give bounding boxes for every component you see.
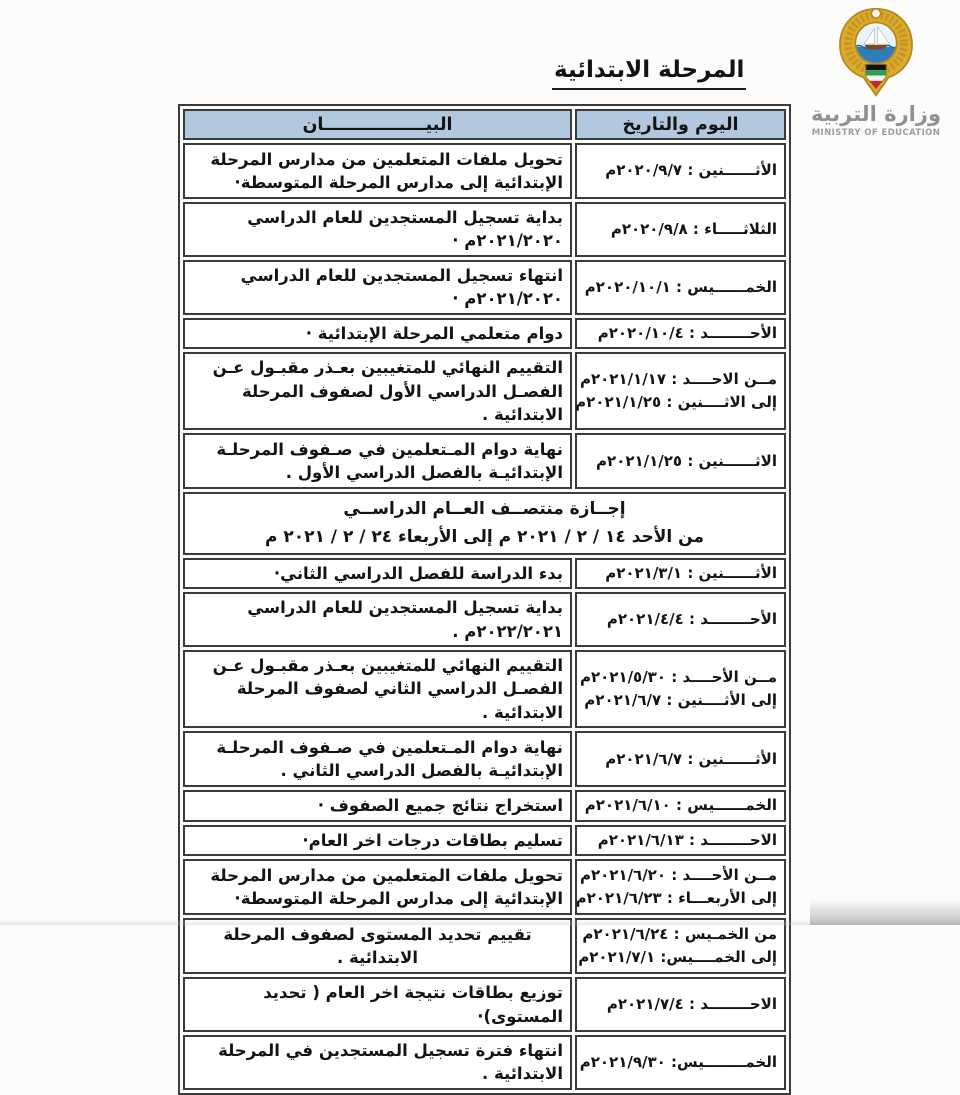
kuwait-emblem-icon (810, 5, 942, 101)
statement-cell: تسليم بطاقات درجات اخر العام· (183, 825, 572, 856)
day-date-cell: مــن الأحــــد : ٢٠٢١/٦/٢٠م إلى الأربعـــاء : ٢٠٢١/٦/٢٣م (575, 859, 786, 915)
statement-cell: التقييم النهائي للمتغيبين بعـذر مقبـول عـن الفصـل الدراسي الأول لصفوف المرحلة الابتدائية . (183, 352, 572, 430)
statement-cell: تحويل ملفات المتعلمين من مدارس المرحلة الإبتدائية إلى مدارس المرحلة المتوسطة· (183, 143, 572, 199)
day-date-cell: الخمــــــــيس: ٢٠٢١/٩/٣٠م (575, 1035, 786, 1090)
statement-cell: تقييم تحديد المستوى لصفوف المرحلة الابتدائية . (183, 918, 572, 974)
statement-cell: بداية تسجيل المستجدين للعام الدراسي ٢٠٢٢/٢٠٢١م . (183, 592, 572, 647)
statement-cell: التقييم النهائي للمتغيبين بعـذر مقبـول عـن الفصـل الدراسي الثاني لصفوف المرحلة الابتدائية . (183, 650, 572, 728)
statement-cell: تحويل ملفات المتعلمين من مدارس المرحلة الإبتدائية إلى مدارس المرحلة المتوسطة· (183, 859, 572, 915)
day-date-cell: الاحــــــــد : ٢٠٢١/٦/١٣م (575, 825, 786, 856)
day-date-cell: الأثــــــنين : ٢٠٢١/٣/١م (575, 558, 786, 589)
statement-cell: انتهاء تسجيل المستجدين للعام الدراسي ٢٠٢١/٢٠٢٠م · (183, 260, 572, 315)
statement-cell: دوام متعلمي المرحلة الإبتدائية · (183, 318, 572, 349)
day-date-cell: من الخمـيس : ٢٠٢١/٦/٢٤م إلى الخمــــيس: ٢٠٢١/٧/١م (575, 918, 786, 974)
statement-cell: بداية تسجيل المستجدين للعام الدراسي ٢٠٢١/٢٠٢٠م · (183, 202, 572, 257)
day-date-cell: الأحــــــــد : ٢٠٢١/٤/٤م (575, 592, 786, 647)
statement-cell: استخراج نتائج جميع الصفوف · (183, 790, 572, 821)
table-header-day-date: اليوم والتاريخ (575, 109, 786, 140)
statement-cell: بدء الدراسة للفصل الدراسي الثاني· (183, 558, 572, 589)
day-date-cell: الخمــــــيس : ٢٠٢١/٦/١٠م (575, 790, 786, 821)
day-date-cell: مــن الأحــــد : ٢٠٢١/٥/٣٠م إلى الأثــــنين : ٢٠٢١/٦/٧م (575, 650, 786, 728)
day-date-cell: الثلاثـــــاء : ٢٠٢٠/٩/٨م (575, 202, 786, 257)
ministry-name-english: MINISTRY OF EDUCATION (811, 128, 941, 138)
page-title: المرحلة الابتدائية (552, 57, 746, 90)
midyear-break-dates: من الأحد ١٤ / ٢ / ٢٠٢١ م إلى الأربعاء ٢٤ / ٢ / ٢٠٢١ م (264, 526, 704, 547)
ministry-logo (810, 5, 942, 138)
day-date-cell: الأثــــــنين : ٢٠٢١/٦/٧م (575, 731, 786, 787)
midyear-break-title: إجــازة منتصــف العــام الدراســي (343, 499, 626, 520)
calendar-table (178, 104, 791, 1095)
day-date-cell: الأحــــــــد : ٢٠٢٠/١٠/٤م (575, 318, 786, 349)
statement-cell: نهاية دوام المـتعلمين في صـفوف المرحلـة الإبتدائيـة بالفصل الدراسي الأول . (183, 433, 572, 489)
midyear-break-row (183, 492, 786, 554)
statement-cell: انتهاء فترة تسجيل المستجدين في المرحلة الابتدائية . (183, 1035, 572, 1090)
ministry-name-arabic: وزارة التربية (810, 102, 942, 126)
day-date-cell: الاثــــــنين : ٢٠٢١/١/٢٥م (575, 433, 786, 489)
table-header-statement: البيـــــــــــــــــان (183, 109, 572, 140)
day-date-cell: الاحــــــــد : ٢٠٢١/٧/٤م (575, 977, 786, 1032)
statement-cell: توزيع بطاقات نتيجة اخر العام ( تحديد المستوى)· (183, 977, 572, 1032)
photo-corner-shadow (810, 899, 960, 925)
day-date-cell: الأثــــــنين : ٢٠٢٠/٩/٧م (575, 143, 786, 199)
statement-cell: نهاية دوام المـتعلمين في صـفوف المرحلـة الإبتدائيـة بالفصل الدراسي الثاني . (183, 731, 572, 787)
day-date-cell: مــن الاحــــد : ٢٠٢١/١/١٧م إلى الاثــــنين : ٢٠٢١/١/٢٥م (575, 352, 786, 430)
day-date-cell: الخمــــــيس : ٢٠٢٠/١٠/١م (575, 260, 786, 315)
